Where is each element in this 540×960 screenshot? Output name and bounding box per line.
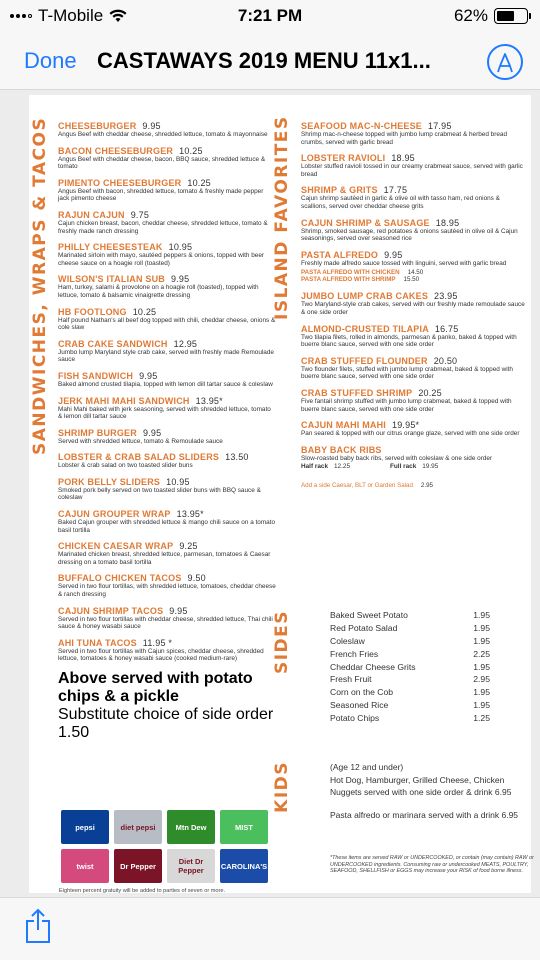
left-footer-line: Above served with potato chips & a pickle	[58, 670, 253, 705]
beverage-logos	[61, 810, 271, 883]
side-price: 2.25	[473, 648, 490, 659]
item-price: 9.95	[170, 274, 190, 285]
item-name: PHILLY CHEESESTEAK	[58, 242, 163, 253]
raw-food-disclaimer: *These items are served RAW or UNDERCOOKED, or contain (may contain) RAW or UNDERCOOKED ingredients. Consuming raw or undercooked MEATS, POULTRY, SEAFOOD, SHELLFISH or EGGS may increase your RISK of food borne illness.	[330, 855, 534, 875]
item-price: 9.95	[139, 370, 158, 381]
item-description: Slow-roasted baby back ribs, served with coleslaw & one side order	[301, 454, 493, 462]
item-name: CHICKEN CAESAR WRAP	[58, 541, 174, 552]
item-name: SEAFOOD MAC-N-CHEESE	[301, 121, 423, 131]
battery-group	[454, 6, 528, 26]
menu-item-name	[301, 445, 526, 455]
item-description: Served with shredded lettuce, tomato & Remoulade sauce	[58, 437, 223, 445]
item-name: BUFFALO CHICKEN TACOS	[58, 573, 182, 584]
menu-item-name	[58, 178, 276, 188]
rib-label: Full rack	[390, 463, 417, 471]
left-menu-column	[58, 121, 276, 742]
item-name: CAJUN MAHI MAHI	[301, 420, 386, 431]
side-name: French Fries	[330, 648, 379, 659]
gratuity-note: Eighteen percent gratuity will be added to parties of seven or more.	[59, 888, 226, 894]
item-price: 9.95	[142, 427, 162, 438]
side-item	[330, 649, 490, 662]
item-description: Marinated chicken breast, shredded lettuce, parmesan, tomatoes & Caesar dressing on a tomato basil tortilla	[58, 551, 271, 566]
item-description: Freshly made alfredo sauce tossed with linguini, served with garlic bread	[301, 259, 507, 267]
menu-item	[301, 388, 526, 413]
section-sides-label: SIDES	[272, 610, 292, 675]
item-price: 17.75	[383, 185, 408, 196]
item-name: LOBSTER RAVIOLI	[301, 153, 386, 164]
item-description: Smoked pork belly served on two toasted slider buns with BBQ sauce & coleslaw	[58, 486, 261, 502]
menu-item-name	[301, 153, 526, 163]
menu-item-name	[58, 452, 276, 462]
addon-label: PASTA ALFREDO WITH SHRIMP	[301, 276, 396, 284]
menu-item-name	[301, 185, 526, 195]
item-price: 13.95*	[176, 509, 204, 520]
side-item	[330, 610, 490, 623]
bottom-toolbar	[0, 897, 540, 960]
menu-item	[301, 250, 526, 268]
pasta-addon	[301, 269, 526, 276]
item-description: Cajun shrimp sautéed in garlic & olive oil with tasso ham, red onions & scallions, served over cheddar cheese grits	[301, 195, 500, 210]
item-description: Served in two flour tortillas, with shredded lettuce, tomatoes, cheddar cheese & ranch dressing	[58, 583, 276, 599]
item-name: PIMENTO CHEESEBURGER	[58, 177, 182, 188]
item-price: 10.95	[166, 476, 190, 487]
item-price: 9.95	[384, 249, 403, 260]
item-description: Served in two flour tortillas with Cajun spices, cheddar cheese, shredded lettuce, tomatoes & honey wasabi sauce (cooked medium-rare)	[58, 647, 264, 663]
item-description: Angus Beef with cheddar cheese, bacon, BBQ sauce, shredded lettuce & tomato	[58, 155, 266, 171]
side-item	[330, 687, 490, 700]
item-name: CHEESEBURGER	[58, 121, 137, 131]
menu-item-name	[58, 509, 276, 519]
beverage-logo: Mtn Dew	[167, 810, 215, 844]
addon-price: 15.50	[403, 276, 420, 284]
item-description: Two tilapia filets, rolled in almonds, parmesan & panko, baked & topped with buerre blanc sauce, served with one side order	[301, 333, 517, 349]
side-price: 1.95	[473, 610, 490, 620]
menu-item	[58, 638, 276, 663]
side-price: 1.95	[473, 661, 490, 672]
item-price: 20.50	[433, 355, 458, 366]
item-price: 9.75	[130, 209, 150, 220]
item-name: CRAB CAKE SANDWICH	[58, 338, 168, 349]
status-bar	[0, 0, 540, 32]
item-name: CAJUN SHRIMP & SAUSAGE	[301, 217, 430, 228]
menu-item-name	[58, 477, 276, 487]
menu-item	[58, 573, 276, 598]
menu-item	[58, 274, 276, 299]
menu-item	[58, 541, 276, 566]
menu-item	[58, 242, 276, 267]
beverage-logo: twist	[61, 849, 109, 883]
item-description: Lobster & crab salad on two toasted slider buns	[58, 462, 193, 470]
item-description: Cajun chicken breast, bacon, cheddar cheese, shredded lettuce, tomato & freshly made ranch dressing	[58, 219, 268, 235]
section-kids-label: KIDS	[272, 761, 292, 813]
item-price: 20.25	[418, 387, 442, 398]
menu-item-name	[58, 210, 276, 220]
rib-option	[390, 463, 458, 470]
item-description: Served in two flour tortillas with cheddar cheese, shredded lettuce, Thai chili sauce & honey wasabi sauce	[58, 615, 273, 631]
nav-bar	[0, 32, 540, 90]
item-price: 19.95*	[392, 420, 420, 431]
carrier-label: T-Mobile	[38, 6, 104, 25]
markup-pen-icon[interactable]	[487, 44, 523, 80]
kids-line: Hot Dog, Hamburger, Grilled Cheese, Chicken	[330, 774, 505, 785]
menu-item-name	[301, 356, 526, 366]
item-price: 13.50	[225, 452, 249, 463]
item-name: CAJUN SHRIMP TACOS	[58, 605, 164, 616]
item-price: 9.25	[179, 541, 198, 552]
pasta-addon	[301, 276, 526, 283]
menu-item	[58, 606, 276, 631]
document-viewer[interactable]	[0, 90, 540, 897]
menu-item	[301, 185, 526, 210]
menu-item	[58, 210, 276, 235]
rib-price: 12.25	[334, 463, 350, 471]
battery-percent: 62%	[453, 6, 488, 25]
beverage-logo: CAROLINA'S	[220, 849, 268, 883]
item-description: Angus Beef with cheddar cheese, shredded lettuce, tomato & mayonnaise	[58, 131, 268, 138]
menu-item	[58, 396, 276, 421]
item-description: Angus Beef with bacon, shredded lettuce, tomato & freshly made pepper jack pimento cheese	[58, 187, 264, 203]
done-button[interactable]: Done	[24, 48, 77, 73]
item-name: PORK BELLY SLIDERS	[58, 476, 161, 487]
section-island-favorites-label: ISLAND FAVORITES	[272, 115, 292, 320]
item-name: BACON CHEESEBURGER	[58, 145, 174, 156]
menu-item	[58, 339, 276, 364]
beverage-logo: diet pepsi	[114, 810, 162, 844]
side-name: Cheddar Cheese Grits	[330, 661, 416, 672]
beverage-logo: pepsi	[61, 810, 109, 844]
item-description: Two flounder filets, stuffed with jumbo lump crabmeat, baked & topped with buerre blanc sauce, served with one side order	[301, 365, 513, 381]
item-description: Jumbo lump Maryland style crab cake, served with freshly made Remoulade sauce	[58, 348, 274, 364]
right-menu-column	[301, 121, 526, 489]
side-name: Potato Chips	[330, 713, 380, 724]
menu-item-name	[58, 339, 276, 349]
beverage-logo: Dr Pepper	[114, 849, 162, 883]
menu-item	[58, 509, 276, 534]
menu-item	[301, 324, 526, 349]
menu-item	[58, 477, 276, 502]
item-name: SHRIMP BURGER	[58, 427, 137, 438]
side-price: 1.95	[473, 622, 490, 633]
item-price: 17.95	[428, 121, 452, 131]
rib-option	[301, 463, 370, 470]
item-description: Five fantail shrimp stuffed with jumbo lump crabmeat, baked & topped with buerre blanc sauce, served with one side order	[301, 397, 512, 413]
menu-item-name	[301, 388, 526, 398]
menu-item	[58, 428, 276, 446]
menu-item	[301, 218, 526, 243]
menu-item	[58, 121, 276, 139]
item-description: Pan seared & topped with our citrus orange glaze, served with one side order	[301, 430, 520, 438]
menu-item-name	[301, 250, 526, 260]
menu-item-name	[58, 573, 276, 583]
side-item	[330, 674, 490, 687]
menu-item	[58, 371, 276, 389]
item-name: BABY BACK RIBS	[301, 444, 382, 455]
item-name: LOBSTER & CRAB SALAD SLIDERS	[58, 452, 220, 463]
item-price: 10.25	[179, 145, 203, 156]
item-name: JERK MAHI MAHI SANDWICH	[58, 395, 190, 406]
item-description: Baked Cajun grouper with shredded lettuce & mango chili sauce on a tomato basil tortilla	[58, 519, 276, 534]
section-sandwiches-label: SANDWICHES, WRAPS & TACOS	[30, 116, 50, 455]
menu-item	[301, 420, 526, 438]
add-side-salad	[301, 482, 526, 489]
menu-item	[58, 452, 276, 470]
item-name: ALMOND-CRUSTED TILAPIA	[301, 323, 429, 334]
battery-icon	[494, 8, 528, 24]
rib-price: 19.95	[422, 463, 439, 471]
kids-age: (Age 12 and under)	[330, 762, 404, 772]
addon-price: 14.50	[407, 269, 424, 277]
beverage-logo: Diet Dr Pepper	[167, 849, 215, 883]
menu-item-name	[58, 541, 276, 551]
menu-item-name	[301, 291, 526, 301]
item-price: 10.25	[132, 306, 157, 317]
side-name: Coleslaw	[330, 635, 365, 646]
side-name: Corn on the Cob	[330, 687, 394, 698]
side-price: 1.25	[473, 713, 490, 724]
sides-list	[330, 610, 490, 726]
menu-item	[301, 291, 526, 316]
rib-label: Half rack	[301, 463, 328, 471]
item-price: 18.95	[391, 153, 415, 164]
menu-item-name	[58, 307, 276, 317]
item-description: Marinated sirloin with mayo, sautéed peppers & onions, topped with beer cheese sauce on a hoagie roll (toasted)	[58, 252, 265, 267]
addon-label: PASTA ALFREDO WITH CHICKEN	[301, 269, 400, 277]
menu-item-name	[58, 428, 276, 438]
menu-item-name	[58, 146, 276, 156]
menu-item-name	[58, 396, 276, 406]
add-side-price: 2.95	[420, 482, 433, 490]
item-price: 10.25	[187, 177, 211, 188]
item-price: 23.95	[434, 291, 458, 302]
left-footer-line: Substitute choice of side order 1.50	[58, 706, 274, 741]
item-price: 9.95	[142, 121, 161, 131]
side-name: Seasoned Rice	[330, 700, 389, 711]
item-price: 12.95	[173, 338, 198, 349]
menu-item-name	[58, 121, 276, 131]
side-item	[330, 700, 490, 713]
menu-item	[58, 146, 276, 171]
item-description: Half pound Nathan's all beef dog topped with chili, cheddar cheese, onions & cole slaw	[58, 316, 276, 332]
item-description: Shrimp mac-n-cheese topped with jumbo lump crabmeat & herbed bread crumbs, served with garlic bread	[301, 131, 508, 146]
menu-item-name	[58, 274, 276, 284]
item-description: Ham, turkey, salami & provolone on a hoagie roll (toasted), topped with lettuce, tomato & balsamic vinaigrette dressing	[58, 284, 259, 299]
item-description: Lobster stuffed ravioli tossed in our creamy crabmeat sauce, served with garlic bread	[301, 163, 523, 178]
item-name: CRAB STUFFED FLOUNDER	[301, 355, 428, 366]
side-item	[330, 713, 490, 726]
item-price: 11.95 *	[142, 637, 173, 648]
menu-item-name	[58, 606, 276, 616]
side-name: Red Potato Salad	[330, 622, 398, 633]
add-side-label: Add a side Caesar, BLT or Garden Salad	[301, 482, 413, 490]
item-name: PASTA ALFREDO	[301, 249, 379, 260]
side-price: 1.95	[473, 635, 490, 646]
side-price: 2.95	[473, 674, 490, 685]
menu-item	[58, 178, 276, 203]
menu-item-name	[301, 121, 526, 131]
kids-line: Nuggets served with one side order & drink 6.95	[330, 787, 512, 798]
item-price: 9.50	[187, 573, 206, 584]
menu-item-name	[301, 324, 526, 334]
item-price: 13.95*	[195, 395, 223, 406]
menu-item	[301, 121, 526, 146]
side-item	[330, 662, 490, 675]
share-icon[interactable]	[24, 908, 52, 944]
beverage-logo: MIST	[220, 810, 268, 844]
clock: 7:21 PM	[237, 6, 303, 25]
side-price: 1.95	[473, 687, 490, 698]
item-price: 16.75	[434, 323, 459, 334]
side-item	[330, 623, 490, 636]
item-name: FISH SANDWICH	[58, 370, 134, 381]
kids-line: Pasta alfredo or marinara served with a drink 6.95	[330, 810, 519, 821]
document-title: CASTAWAYS 2019 MENU 11x1...	[97, 48, 431, 73]
item-name: AHI TUNA TACOS	[58, 637, 137, 648]
menu-item	[301, 445, 526, 463]
side-name: Baked Sweet Potato	[330, 610, 408, 620]
item-name: RAJUN CAJUN	[58, 209, 125, 220]
side-price: 1.95	[473, 700, 490, 711]
item-name: SHRIMP & GRITS	[301, 185, 378, 196]
menu-item-name	[301, 420, 526, 430]
item-description: Two Maryland-style crab cakes, served with our freshly made remoulade sauce & one side order	[301, 301, 525, 316]
kids-menu	[330, 761, 540, 822]
menu-item-name	[58, 371, 276, 381]
item-description: Shrimp, smoked sausage, red potatoes & onions sautéed in olive oil & Cajun seasonings, served over seasoned rice	[301, 227, 518, 243]
item-name: CRAB STUFFED SHRIMP	[301, 387, 413, 398]
menu-page	[29, 95, 534, 894]
item-description: Mahi Mahi baked with jerk seasoning, served with shredded lettuce, tomato & lemon dill tartar sauce	[58, 405, 271, 421]
item-price: 18.95	[435, 217, 460, 228]
pasta-addons	[301, 269, 526, 283]
item-price: 9.95	[169, 605, 188, 616]
item-name: JUMBO LUMP CRAB CAKES	[301, 291, 429, 302]
menu-item-name	[301, 218, 526, 228]
ribs-prices	[301, 463, 526, 470]
side-name: Fresh Fruit	[330, 674, 372, 685]
item-price: 10.95	[168, 242, 193, 253]
side-item	[330, 636, 490, 649]
item-description: Baked almond crusted tilapia, topped with lemon dill tartar sauce & coleslaw	[58, 380, 273, 388]
menu-item	[301, 153, 526, 178]
menu-item	[301, 356, 526, 381]
menu-item-name	[58, 638, 276, 648]
menu-item-name	[58, 242, 276, 252]
item-name: CAJUN GROUPER WRAP	[58, 509, 171, 520]
item-name: HB FOOTLONG	[58, 306, 127, 317]
item-name: WILSON'S ITALIAN SUB	[58, 274, 165, 285]
menu-item	[58, 307, 276, 332]
